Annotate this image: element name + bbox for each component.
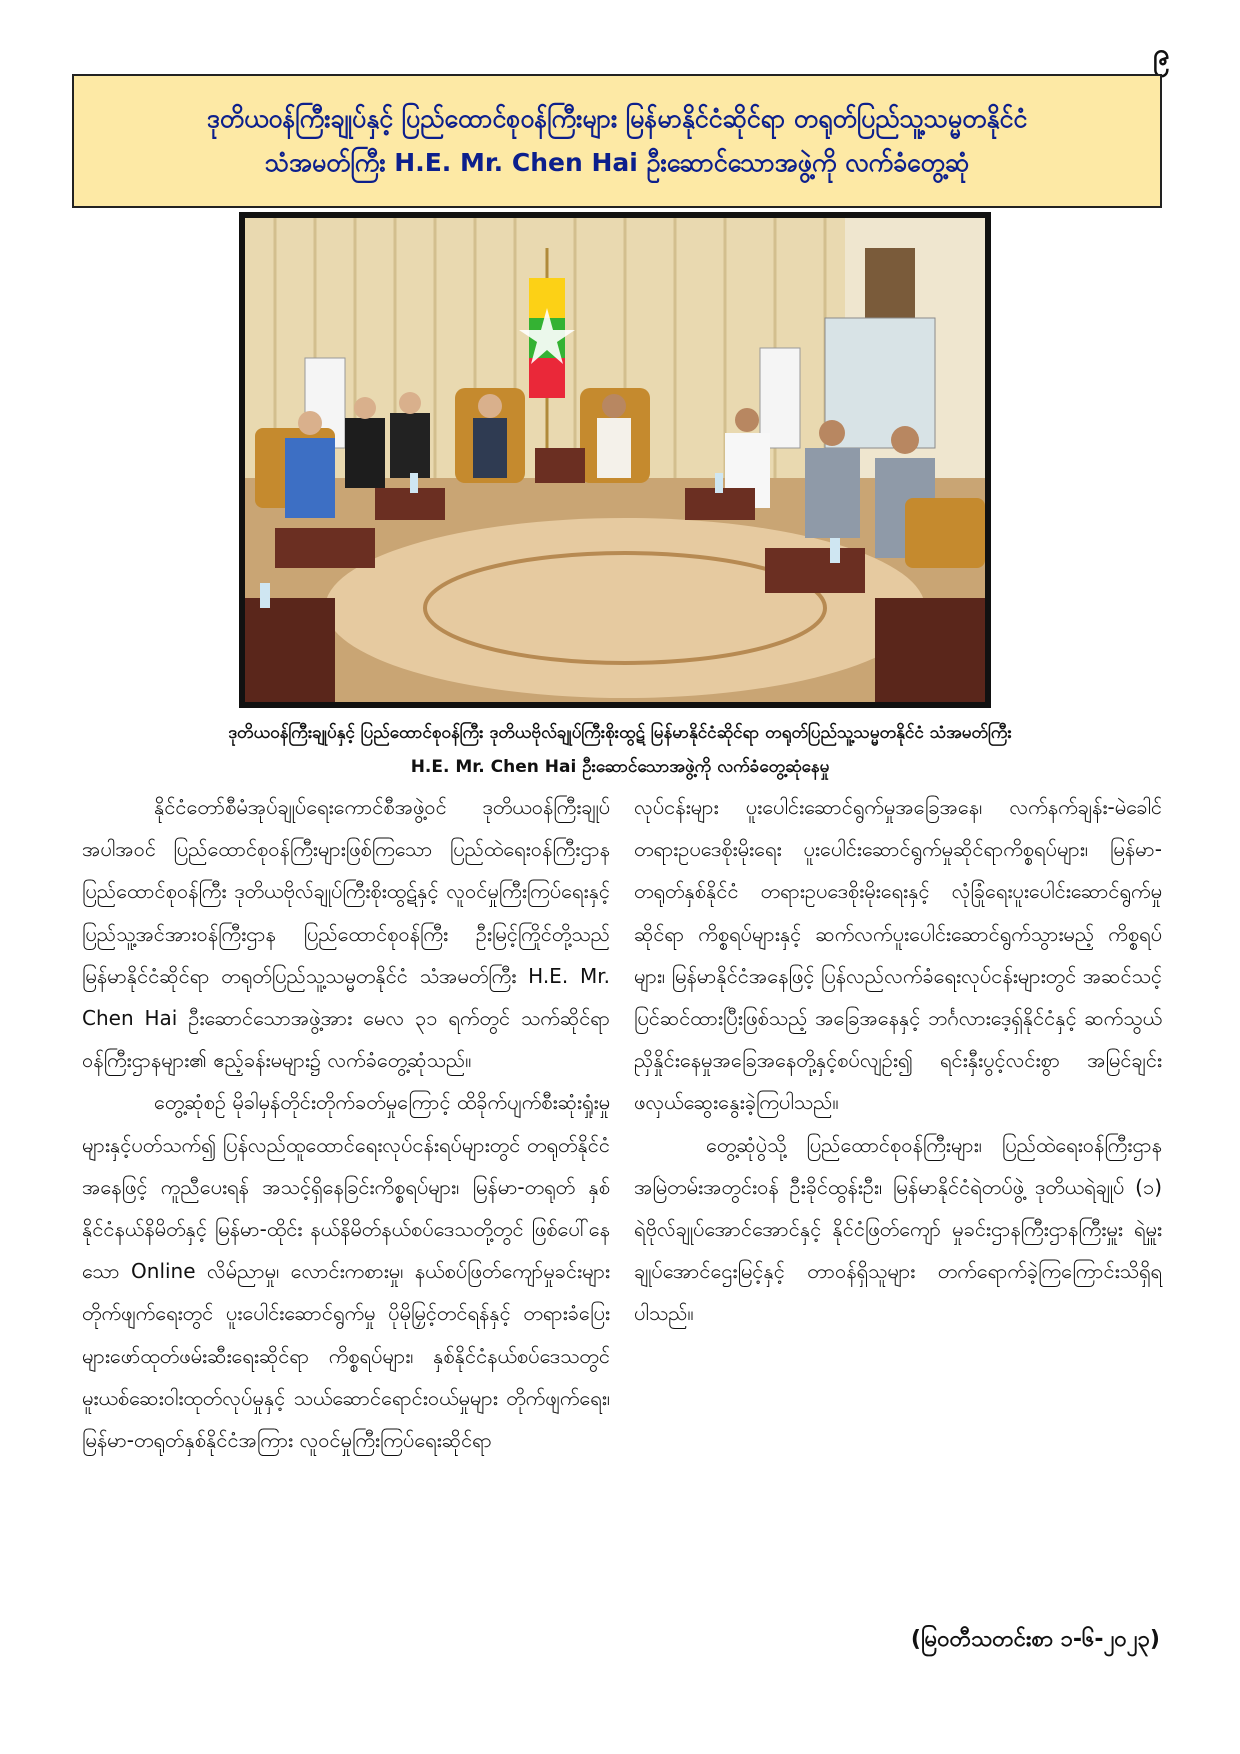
foreground-table-left [245, 598, 335, 702]
person-head [399, 392, 421, 414]
caption-line-1: ဒုတိယဝန်ကြီးချုပ်နှင့် ပြည်ထောင်စုဝန်ကြီး ဒုတိယဗိုလ်ချုပ်ကြီးစိုးထွဋ် မြန်မာနိုင်ငံဆိုင်ရာ တရုတ်ပြည်သူ့သမ္မတနိုင်ငံ သံအမတ်ကြီး [228, 723, 1012, 743]
wall-frame [865, 248, 915, 318]
center-table [535, 448, 585, 483]
paragraph-2-continued: လုပ်ငန်းများ ပူးပေါင်းဆောင်ရွက်မှုအခြေအနေ၊ လက်နက်ချန်း-မဲခေါင် တရားဥပဒေစိုးမိုးရေး ပူးပေါင်းဆောင်ရွက်မှုဆိုင်ရာကိစ္စရပ်များ၊ မြန်မာ-တရုတ်နှစ်နိုင်ငံ တရားဥပဒေစိုးမိုးရေးနှင့် လုံခြုံရေးပူးပေါင်းဆောင်ရွက်မှုဆိုင်ရာ ကိစ္စရပ်များနှင့် ဆက်လက်ပူးပေါင်းဆောင်ရွက်သွားမည့် ကိစ္စရပ်များ၊ မြန်မာနိုင်ငံအနေဖြင့် ပြန်လည်လက်ခံရေးလုပ်ငန်းများတွင် အဆင်သင့် ပြင်ဆင်ထားပြီးဖြစ်သည့် အခြေအနေနှင့် ဘင်္ဂလားဒေ့ရှ်နိုင်ငံနှင့် ဆက်သွယ်ညှိနှိုင်းနေမှုအခြေအနေတို့နှင့်စပ်လျဉ်း၍ ရင်းနှီးပွင့်လင်းစွာ အမြင်ချင်းဖလှယ်ဆွေးနွေးခဲ့ကြပါသည်။ [634, 795, 1162, 1115]
water-bottle [830, 538, 840, 563]
meeting-photo-illustration [245, 218, 985, 702]
person-head [819, 420, 845, 446]
chair-right-1 [905, 498, 985, 568]
paragraph-3: တွေ့ဆုံပွဲသို့ ပြည်ထောင်စုဝန်ကြီးများ၊ ပြည်ထဲရေးဝန်ကြီးဌာန အမြဲတမ်းအတွင်းဝန် ဦးခိုင်ထွန်းဦး၊ မြန်မာနိုင်ငံရဲတပ်ဖွဲ့ ဒုတိယရဲချုပ် (၁) ရဲဗိုလ်ချုပ်အောင်အောင်နှင့် နိုင်ငံဖြတ်ကျော် မှုခင်းဌာနကြီးဌာနကြီးမှူး ရဲမှူးချုပ်အောင်ဌေးမြင့်နှင့် တာဝန်ရှိသူများ တက်ရောက်ခဲ့ကြကြောင်းသိရှိရပါသည်။ [634, 1132, 1162, 1326]
article-column-left [82, 786, 610, 1461]
person-police-officer-1 [805, 448, 860, 538]
person-head [602, 394, 626, 418]
person-dark-dress [390, 413, 430, 478]
person-dark-suit [345, 418, 385, 488]
side-table-right-2 [765, 548, 865, 593]
paragraph-2: တွေ့ဆုံစဉ် မိုခါမှန်တိုင်းတိုက်ခတ်မှုကြောင့် ထိခိုက်ပျက်စီးဆုံးရှုံးမှုများနှင့်ပတ်သက်၍ ပြန်လည်ထူထောင်ရေးလုပ်ငန်းရပ်များတွင် တရုတ်နိုင်ငံအနေဖြင့် ကူညီပေးရန် အသင့်ရှိနေခြင်းကိစ္စရပ်များ၊ မြန်မာ-တရုတ် နှစ်နိုင်ငံနယ်နိမိတ်နှင့် မြန်မာ-ထိုင်း နယ်နိမိတ်နယ်စပ်ဒေသတို့တွင် ဖြစ်ပေါ်နေသော Online လိမ်ညာမှု၊ လောင်းကစားမှု၊ နယ်စပ်ဖြတ်ကျော်မှုခင်းများ တိုက်ဖျက်ရေးတွင် ပူးပေါင်းဆောင်ရွက်မှု ပိုမိုမြှင့်တင်ရန်နှင့် တရားခံပြေးများဖော်ထုတ်ဖမ်းဆီးရေးဆိုင်ရာ ကိစ္စရပ်များ၊ နှစ်နိုင်ငံနယ်စပ်ဒေသတွင် မူးယစ်ဆေးဝါးထုတ်လုပ်မှုနှင့် သယ်ဆောင်ရောင်းဝယ်မှုများ တိုက်ဖျက်ရေး၊ မြန်မာ-တရုတ်နှစ်နိုင်ငံအကြား လူဝင်မှုကြီးကြပ်ရေးဆိုင်ရာ [82, 1090, 610, 1453]
foreground-table-right [875, 598, 985, 702]
person-blue-suit [285, 438, 335, 518]
page-number: ၉ [1153, 37, 1170, 72]
person-head [298, 411, 322, 435]
water-bottle [715, 473, 723, 493]
photo-caption [80, 716, 1160, 784]
side-table-left-1 [275, 528, 375, 568]
person-head [354, 397, 376, 419]
headline-box [72, 74, 1162, 208]
person-head [735, 408, 759, 432]
person-head [478, 394, 502, 418]
person-deputy-pm [597, 418, 631, 478]
meeting-photo [239, 212, 991, 708]
headline-line-2: သံအမတ်ကြီး H.E. Mr. Chen Hai ဦးဆောင်သောအဖွဲ့ကို လက်ခံတွေ့ဆုံ [264, 148, 970, 177]
headline-line-1: ဒုတိယဝန်ကြီးချုပ်နှင့် ပြည်ထောင်စုဝန်ကြီးများ မြန်မာနိုင်ငံဆိုင်ရာ တရုတ်ပြည်သူ့သမ္မတနိုင်ငံ [206, 104, 1028, 133]
water-bottle [260, 583, 270, 608]
source-citation: (မြဝတီသတင်းစာ ၁-၆-၂၀၂၃) [910, 1627, 1160, 1652]
water-bottle [410, 473, 418, 493]
caption-line-2: H.E. Mr. Chen Hai ဦးဆောင်သောအဖွဲ့ကို လက်ခံတွေ့ဆုံနေမှု [410, 757, 830, 777]
person-head [891, 426, 919, 454]
article-column-right [634, 786, 1162, 1335]
flag-red-band [529, 358, 565, 398]
person-ambassador [473, 418, 507, 478]
paragraph-1: နိုင်ငံတော်စီမံအုပ်ချုပ်ရေးကောင်စီအဖွဲ့ဝင် ဒုတိယဝန်ကြီးချုပ်အပါအဝင် ပြည်ထောင်စုဝန်ကြီးများဖြစ်ကြသော ပြည်ထဲရေးဝန်ကြီးဌာန ပြည်ထောင်စုဝန်ကြီး ဒုတိယဗိုလ်ချုပ်ကြီးစိုးထွဋ်နှင့် လူဝင်မှုကြီးကြပ်ရေးနှင့် ပြည်သူ့အင်အားဝန်ကြီးဌာန ပြည်ထောင်စုဝန်ကြီး ဦးမြင့်ကြိုင်တို့သည် မြန်မာနိုင်ငံဆိုင်ရာ တရုတ်ပြည်သူ့သမ္မတနိုင်ငံ သံအမတ်ကြီး H.E. Mr. Chen Hai ဦးဆောင်သောအဖွဲ့အား မေလ ၃၁ ရက်တွင် သက်ဆိုင်ရာဝန်ကြီးဌာနများ၏ ဧည့်ခန်းမများ၌ လက်ခံတွေ့ဆုံသည်။ [82, 795, 610, 1073]
